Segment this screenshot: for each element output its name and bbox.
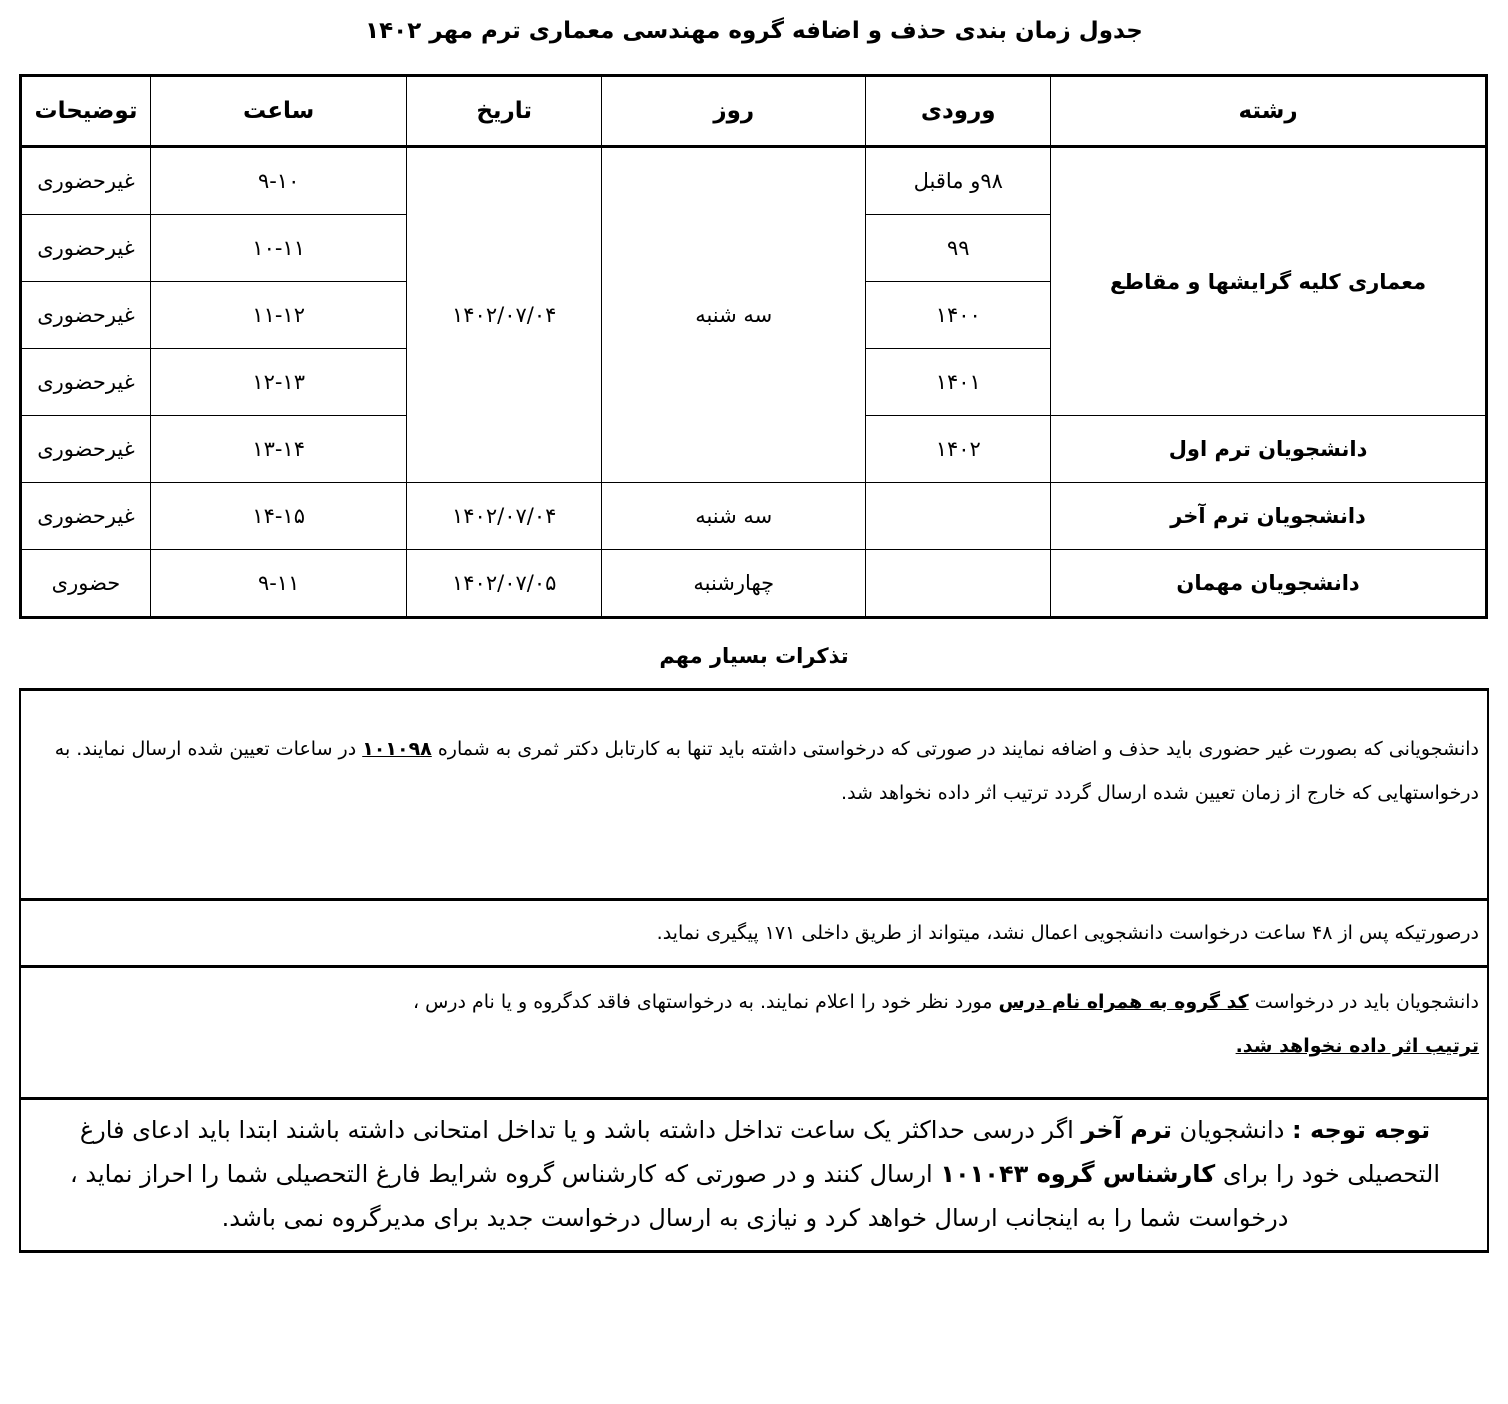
day-cell: سه شنبه [602, 147, 866, 483]
header-major: رشته [1051, 76, 1487, 147]
major-cell: دانشجویان ترم اول [1051, 416, 1487, 483]
note-text: دانشجویانی که بصورت غیر حضوری باید حذف و اضافه نمایند در صورتی که درخواستی داشته باید تنها به کارتابل دکتر ثمری به شماره [431, 738, 1479, 760]
hour-cell: ۱۴-۱۵ [150, 483, 406, 550]
note-group-code [21, 968, 1487, 1100]
note-cell: غیرحضوری [21, 215, 151, 282]
note-cell: غیرحضوری [21, 483, 151, 550]
note-cell: غیرحضوری [21, 349, 151, 416]
note-text: اگر درسی حداکثر یک ساعت تداخل داشته باشد و یا تداخل امتحانی داشته باشند ابتدا باید ادعای فارغ التحصیلی خود را برای [79, 1116, 1441, 1188]
major-cell: دانشجویان مهمان [1051, 550, 1487, 618]
note-text: در ساعات تعیین شده ارسال نمایند. به درخواستهایی که خارج از زمان تعیین شده ارسال گردد ترتیب اثر داده نخواهد شد. [54, 738, 1479, 804]
header-notes: توضیحات [21, 76, 151, 147]
entry-cell: ۱۴۰۱ [866, 349, 1051, 416]
header-date: تاریخ [407, 76, 602, 147]
header-entry: ورودی [866, 76, 1051, 147]
page-title: جدول زمان بندی حذف و اضافه گروه مهندسی معماری ترم مهر ۱۴۰۲ [365, 18, 1143, 44]
table-header-row [21, 76, 1487, 147]
note-cell: غیرحضوری [21, 147, 151, 215]
date-cell: ۱۴۰۲/۰۷/۰۴ [407, 483, 602, 550]
note-cell: غیرحضوری [21, 416, 151, 483]
note-offline-requests [21, 691, 1487, 901]
day-cell: چهارشنبه [602, 550, 866, 618]
note-followup: درصورتیکه پس از ۴۸ ساعت درخواست دانشجویی اعمال نشد، میتواند از طریق داخلی ۱۷۱ پیگیری نماید. [21, 901, 1487, 968]
note-last-term [21, 1100, 1487, 1250]
hour-cell: ۱۱-۱۲ [150, 282, 406, 349]
schedule-table [19, 74, 1488, 619]
date-cell: ۱۴۰۲/۰۷/۰۵ [407, 550, 602, 618]
entry-cell: ۹۸و ماقبل [866, 147, 1051, 215]
hour-cell: ۱۲-۱۳ [150, 349, 406, 416]
table-row [21, 147, 1487, 215]
cartable-number: ۱۰۱۰۹۸ [362, 738, 432, 760]
notes-box [19, 688, 1489, 1253]
note-text: دانشجویان [1171, 1116, 1293, 1144]
note-emphasis: کد گروه به همراه نام درس [998, 991, 1249, 1013]
note-label: توجه توجه : [1292, 1116, 1431, 1144]
table-row [21, 483, 1487, 550]
hour-cell: ۹-۱۰ [150, 147, 406, 215]
major-cell: دانشجویان ترم آخر [1051, 483, 1487, 550]
entry-cell [866, 483, 1051, 550]
note-text: ارسال کنند و در صورتی که کارشناس گروه شرایط فارغ التحصیلی شما را احراز نماید ، درخواست شما را به اینجانب ارسال خواهد کرد و نیازی به ارسال درخواست جدید برای مدیرگروه نمی باشد. [69, 1160, 1289, 1232]
entry-cell [866, 550, 1051, 618]
note-emphasis: ترم آخر [1081, 1116, 1172, 1144]
table-row [21, 550, 1487, 618]
day-cell: سه شنبه [602, 483, 866, 550]
note-emphasis: کارشناس گروه ۱۰۱۰۴۳ [940, 1160, 1216, 1188]
note-emphasis: ترتیب اثر داده نخواهد شد. [1235, 1035, 1479, 1057]
note-cell: غیرحضوری [21, 282, 151, 349]
notes-title: تذکرات بسیار مهم [659, 644, 849, 668]
date-cell: ۱۴۰۲/۰۷/۰۴ [407, 147, 602, 483]
hour-cell: ۱۰-۱۱ [150, 215, 406, 282]
header-hour: ساعت [150, 76, 406, 147]
entry-cell: ۹۹ [866, 215, 1051, 282]
note-cell: حضوری [21, 550, 151, 618]
hour-cell: ۱۳-۱۴ [150, 416, 406, 483]
entry-cell: ۱۴۰۲ [866, 416, 1051, 483]
note-text: مورد نظر خود را اعلام نمایند. به درخواستهای فاقد کدگروه و یا نام درس ، [412, 991, 999, 1013]
hour-cell: ۹-۱۱ [150, 550, 406, 618]
entry-cell: ۱۴۰۰ [866, 282, 1051, 349]
major-cell: معماری کلیه گرایشها و مقاطع [1051, 147, 1487, 416]
note-text: دانشجویان باید در درخواست [1248, 991, 1479, 1013]
header-day: روز [602, 76, 866, 147]
